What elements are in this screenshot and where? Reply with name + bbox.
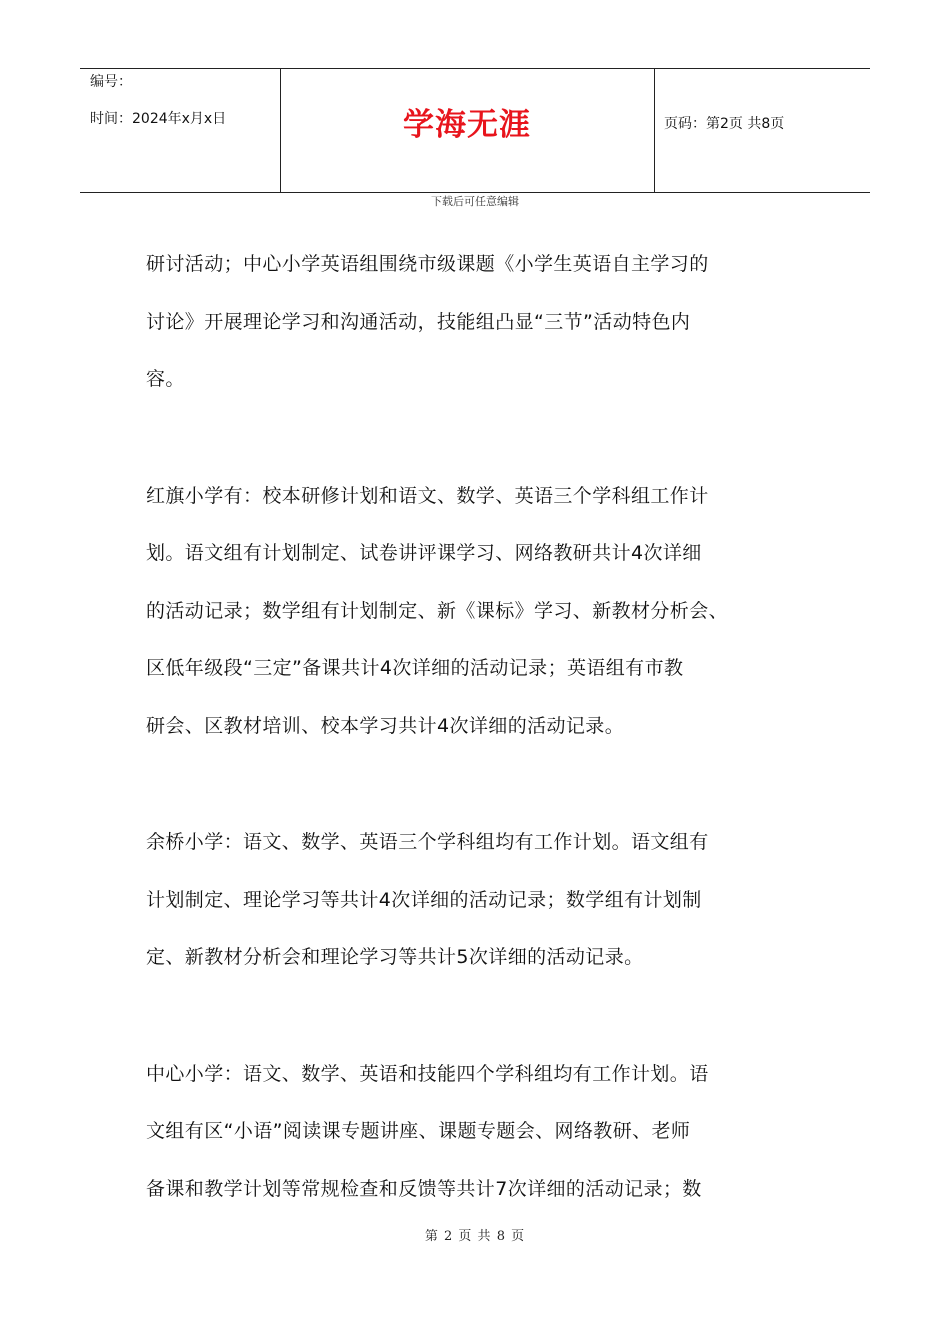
paragraph-4: 中心小学：语文、数学、英语和技能四个学科组均有工作计划。语 文组有区“小语”阅读课专题讲座、课题专题会、网络教研、老师 备课和教学计划等常规检查和反馈等共计7次详细的活动记录；数 — [146, 1062, 709, 1200]
page-footer: 第 2 页 共 8 页 — [424, 1229, 526, 1244]
page-number-label: 页码：第2页 共8页 — [664, 116, 785, 132]
document-number-label: 编号： — [90, 74, 132, 90]
document-header — [80, 68, 870, 193]
paragraph-1: 研讨活动；中心小学英语组围绕市级课题《小学生英语自主学习的 讨论》开展理论学习和沟通活动，技能组凸显“三节”活动特色内 容。 — [146, 253, 709, 390]
document-body — [146, 236, 836, 1277]
brand-title: 学海无涯 — [403, 107, 531, 143]
header-divider-right — [654, 69, 655, 192]
edit-note: 下载后可任意编辑 — [431, 195, 519, 208]
document-time-label: 时间：2024年x月x日 — [90, 111, 227, 127]
paragraph-2: 红旗小学有：校本研修计划和语文、数学、英语三个学科组工作计 划。语文组有计划制定、试卷讲评课学习、网络教研共计4次详细 的活动记录；数学组有计划制定、新《课标》学习、新教材分析会、 区低年级段“三定”备课共计4次详细的活动记录；英语组有市教 研会、区教材培训、校本学习共计4次详细的活动记录。 — [146, 484, 729, 737]
paragraph-3: 余桥小学：语文、数学、英语三个学科组均有工作计划。语文组有 计划制定、理论学习等共计4次详细的活动记录；数学组有计划制 定、新教材分析会和理论学习等共计5次详细的活动记录。 — [146, 831, 709, 968]
